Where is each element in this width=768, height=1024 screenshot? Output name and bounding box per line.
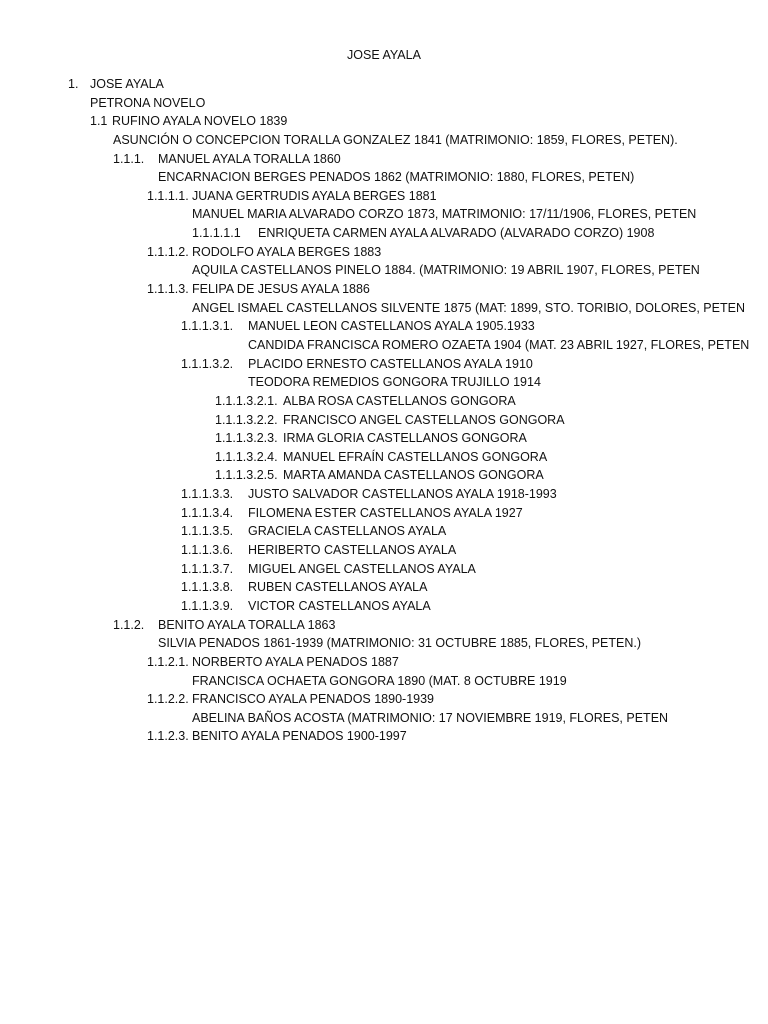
- list-item: [0, 373, 768, 392]
- list-item: [0, 112, 768, 131]
- list-item: [0, 560, 768, 579]
- list-item: [0, 485, 768, 504]
- list-item: [0, 616, 768, 635]
- item-number: 1.1.1.3.2.1.: [215, 393, 278, 408]
- item-text: NORBERTO AYALA PENADOS 1887: [192, 654, 399, 669]
- item-text: JUANA GERTRUDIS AYALA BERGES 1881: [192, 188, 437, 203]
- item-text: MANUEL MARIA ALVARADO CORZO 1873, MATRIMONIO: 17/11/1906, FLORES, PETEN: [192, 207, 697, 222]
- list-item: [0, 634, 768, 653]
- item-text: CANDIDA FRANCISCA ROMERO OZAETA 1904 (MAT. 23 ABRIL 1927, FLORES, PETEN: [248, 337, 750, 352]
- item-number: 1.1.1.3.1.: [181, 319, 234, 334]
- item-number: 1.1.1.3.2.: [181, 356, 234, 371]
- list-item: [0, 261, 768, 280]
- list-item: [0, 597, 768, 616]
- item-number: 1.1.2.2.: [147, 692, 189, 707]
- list-item: [0, 75, 768, 94]
- list-item: [0, 411, 768, 430]
- item-number: 1.1.1.3.8.: [181, 580, 234, 595]
- item-text: SILVIA PENADOS 1861-1939 (MATRIMONIO: 31 OCTUBRE 1885, FLORES, PETEN.): [158, 636, 642, 651]
- list-item: [0, 448, 768, 467]
- item-number: 1.1.1.: [113, 151, 145, 166]
- item-number: 1.1.1.3.6.: [181, 543, 234, 558]
- item-text: RUFINO AYALA NOVELO 1839: [112, 114, 288, 129]
- item-number: 1.1.2.: [113, 617, 145, 632]
- item-number: 1.: [68, 77, 79, 91]
- list-item: [0, 150, 768, 169]
- list-item: [0, 522, 768, 541]
- item-number: 1.1.1.3.: [147, 282, 189, 297]
- list-item: [0, 187, 768, 206]
- list-item: [0, 653, 768, 672]
- item-text: ASUNCIÓN O CONCEPCION TORALLA GONZALEZ 1841 (MATRIMONIO: 1859, FLORES, PETEN).: [113, 132, 678, 147]
- item-number: 1.1.1.3.5.: [181, 524, 234, 539]
- item-text: TEODORA REMEDIOS GONGORA TRUJILLO 1914: [248, 375, 541, 390]
- list-item: [0, 317, 768, 336]
- item-number: 1.1.1.2.: [147, 244, 189, 259]
- item-text: RUBEN CASTELLANOS AYALA: [248, 580, 428, 595]
- list-item: [0, 727, 768, 746]
- item-number: 1.1.1.3.9.: [181, 598, 234, 613]
- item-text: ENRIQUETA CARMEN AYALA ALVARADO (ALVARADO CORZO) 1908: [258, 226, 655, 241]
- item-text: FRANCISCA OCHAETA GONGORA 1890 (MAT. 8 OCTUBRE 1919: [192, 673, 567, 688]
- list-item: [0, 355, 768, 374]
- item-number: 1.1.1.1.1: [192, 226, 241, 241]
- item-number: 1.1.2.3.: [147, 729, 189, 744]
- item-text: ENCARNACION BERGES PENADOS 1862 (MATRIMONIO: 1880, FLORES, PETEN): [158, 170, 635, 185]
- item-text: FRANCISCO AYALA PENADOS 1890-1939: [192, 692, 435, 707]
- item-text: PLACIDO ERNESTO CASTELLANOS AYALA 1910: [248, 356, 533, 371]
- list-item: [0, 336, 768, 355]
- item-text: RODOLFO AYALA BERGES 1883: [192, 244, 382, 259]
- item-text: BENITO AYALA PENADOS 1900-1997: [192, 729, 407, 744]
- list-item: [0, 690, 768, 709]
- page-title: JOSE AYALA: [347, 48, 421, 62]
- list-item: [0, 299, 768, 318]
- list-item: [0, 709, 768, 728]
- item-text: JUSTO SALVADOR CASTELLANOS AYALA 1918-1993: [248, 487, 557, 502]
- item-text: ABELINA BAÑOS ACOSTA (MATRIMONIO: 17 NOVIEMBRE 1919, FLORES, PETEN: [192, 710, 669, 725]
- item-number: 1.1.1.3.2.5.: [215, 468, 278, 483]
- item-text: FILOMENA ESTER CASTELLANOS AYALA 1927: [248, 505, 523, 520]
- item-text: BENITO AYALA TORALLA 1863: [158, 617, 336, 632]
- list-item: [0, 541, 768, 560]
- item-text: MANUEL AYALA TORALLA 1860: [158, 151, 341, 166]
- item-number: 1.1.2.1.: [147, 654, 189, 669]
- item-text: PETRONA NOVELO: [90, 95, 206, 110]
- item-text: IRMA GLORIA CASTELLANOS GONGORA: [283, 431, 527, 446]
- item-text: AQUILA CASTELLANOS PINELO 1884. (MATRIMONIO: 19 ABRIL 1907, FLORES, PETEN: [192, 263, 700, 278]
- list-item: [0, 392, 768, 411]
- item-text: MANUEL EFRAÍN CASTELLANOS GONGORA: [283, 449, 548, 464]
- list-item: [0, 429, 768, 448]
- item-text: JOSE AYALA: [90, 77, 164, 91]
- item-number: 1.1: [90, 114, 108, 129]
- item-text: MIGUEL ANGEL CASTELLANOS AYALA: [248, 561, 476, 576]
- list-item: [0, 243, 768, 262]
- item-text: ANGEL ISMAEL CASTELLANOS SILVENTE 1875 (MAT: 1899, STO. TORIBIO, DOLORES, PETEN: [192, 300, 745, 315]
- item-text: FRANCISCO ANGEL CASTELLANOS GONGORA: [283, 412, 565, 427]
- item-text: MARTA AMANDA CASTELLANOS GONGORA: [283, 468, 544, 483]
- item-text: ALBA ROSA CASTELLANOS GONGORA: [283, 393, 516, 408]
- item-number: 1.1.1.3.3.: [181, 487, 234, 502]
- list-item: [0, 224, 768, 243]
- item-number: 1.1.1.1.: [147, 188, 189, 203]
- list-item: [0, 280, 768, 299]
- list-item: [0, 672, 768, 691]
- item-number: 1.1.1.3.2.2.: [215, 412, 278, 427]
- list-item: [0, 578, 768, 597]
- list-item: [0, 131, 768, 150]
- list-item: [0, 466, 768, 485]
- item-number: 1.1.1.3.2.4.: [215, 449, 278, 464]
- item-number: 1.1.1.3.4.: [181, 505, 234, 520]
- item-text: FELIPA DE JESUS AYALA 1886: [192, 282, 370, 297]
- list-item: [0, 168, 768, 187]
- item-text: VICTOR CASTELLANOS AYALA: [248, 598, 431, 613]
- item-text: MANUEL LEON CASTELLANOS AYALA 1905.1933: [248, 319, 535, 334]
- genealogy-list: [0, 75, 768, 746]
- item-text: GRACIELA CASTELLANOS AYALA: [248, 524, 447, 539]
- list-item: [0, 94, 768, 113]
- item-number: 1.1.1.3.7.: [181, 561, 234, 576]
- item-text: HERIBERTO CASTELLANOS AYALA: [248, 543, 457, 558]
- list-item: [0, 504, 768, 523]
- item-number: 1.1.1.3.2.3.: [215, 431, 278, 446]
- list-item: [0, 205, 768, 224]
